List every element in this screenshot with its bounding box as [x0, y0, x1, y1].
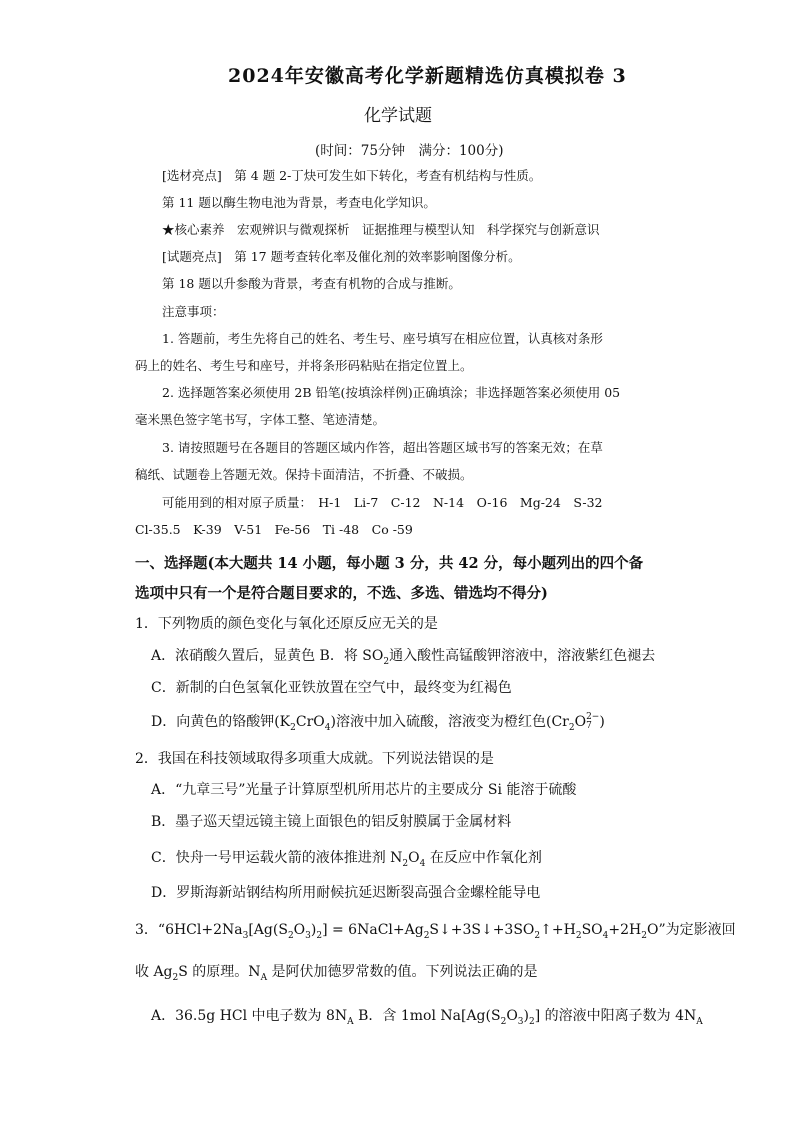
note-line: 2. 选择题答案必须使用 2B 铅笔(按填涂样例)正确填涂；非选择题答案必须使用 05 [162, 385, 621, 400]
question-1-stem: 1．下列物质的颜色变化与氧化还原反应无关的是 [135, 616, 438, 632]
section-heading-line-2: 选项中只有一个是符合题目要求的，不选、多选、错选均不得分) [135, 585, 548, 602]
exam-time: (时间：75分钟 满分：100分) [315, 143, 504, 159]
question-3-options-ab: A．36.5g HCl 中电子数为 $8N_A$ B．含 1mol $Na[Ag(S_2O_3)_2]$ 的溶液中阳离子数为 $4N_A$ [151, 1008, 703, 1027]
question-2-option-d: D．罗斯海新站钢结构所用耐候抗延迟断裂高强合金螺栓能导电 [151, 885, 541, 901]
question-2-stem: 2．我国在科技领域取得多项重大成就。下列说法错误的是 [135, 751, 494, 767]
section-heading-line-1: 一、选择题(本大题共 14 小题，每小题 3 分，共 42 分，每小题列出的四个备 [135, 555, 644, 572]
notes-heading: 注意事项： [162, 304, 225, 319]
highlight-line-3: ★核心素养 宏观辨识与微观探析 证据推理与模型认知 科学探究与创新意识 [162, 222, 600, 237]
question-2-option-a: A．“九章三号”光量子计算原型机所用芯片的主要成分 Si 能溶于硫酸 [151, 782, 577, 798]
question-1-options-ab: A．浓硝酸久置后，显黄色 B．将 $SO_2$通入酸性高锰酸钾溶液中，溶液紫红色褪去 [151, 648, 656, 667]
note-line: 毫米黑色签字笔书写，字体工整、笔迹清楚。 [135, 412, 386, 427]
note-line: 稿纸、试题卷上答题无效。保持卡面清洁，不折叠、不破损。 [135, 467, 473, 482]
page-title: 2024年安徽高考化学新题精选仿真模拟卷 3 [228, 65, 627, 87]
atomic-mass-line-2: Cl-35.5 K-39 V-51 Fe-56 Ti -48 Co -59 [135, 522, 413, 537]
note-line: 1. 答题前，考生先将自己的姓名、考生号、座号填写在相应位置，认真核对条形 [162, 331, 603, 346]
question-1-option-d: D．向黄色的铬酸钾$(K_2CrO_4)$溶液中加入硫酸，溶液变为橙红色($Cr_2O$ 2− 7 ) [151, 712, 605, 733]
question-2-option-b: B．墨子巡天望远镜主镜上面银色的铝反射膜属于金属材料 [151, 814, 512, 830]
atomic-mass-line-1: 可能用到的相对原子质量： H-1 Li-7 C-12 N-14 O-16 Mg-24 S-32 [162, 495, 603, 510]
page-subtitle: 化学试题 [364, 106, 432, 126]
question-3-stem: 3．“$6HCl+2Na_3[Ag(S_2O_3)_2]$ = $6NaCl+Ag_2S↓+3S↓+3SO_2↑+H_2SO_4+2H_2O$”为定影液回 [135, 922, 736, 941]
question-1-option-c: C．新制的白色氢氧化亚铁放置在空气中，最终变为红褐色 [151, 680, 512, 696]
highlight-line-4: [试题亮点] 第 17 题考查转化率及催化剂的效率影响图像分析。 [162, 249, 521, 264]
note-line: 码上的姓名、考生号和座号，并将条形码粘贴在指定位置上。 [135, 358, 473, 373]
question-2-option-c: C．快舟一号甲运载火箭的液体推进剂 $N_2O_4$ 在反应中作氧化剂 [151, 850, 542, 869]
highlight-line-1: [选材亮点] 第 4 题 2-丁炔可发生如下转化，考查有机结构与性质。 [162, 168, 542, 183]
highlight-line-2: 第 11 题以酶生物电池为背景，考查电化学知识。 [162, 195, 436, 210]
highlight-line-5: 第 18 题以升参酸为背景，考查有机物的合成与推断。 [162, 276, 461, 291]
question-3-stem-line-2: 收 $Ag_2S$ 的原理。$N_A$ 是阿伏加德罗常数的值。下列说法正确的是 [135, 964, 538, 983]
note-line: 3. 请按照题号在各题目的答题区域内作答，超出答题区域书写的答案无效；在草 [162, 440, 603, 455]
